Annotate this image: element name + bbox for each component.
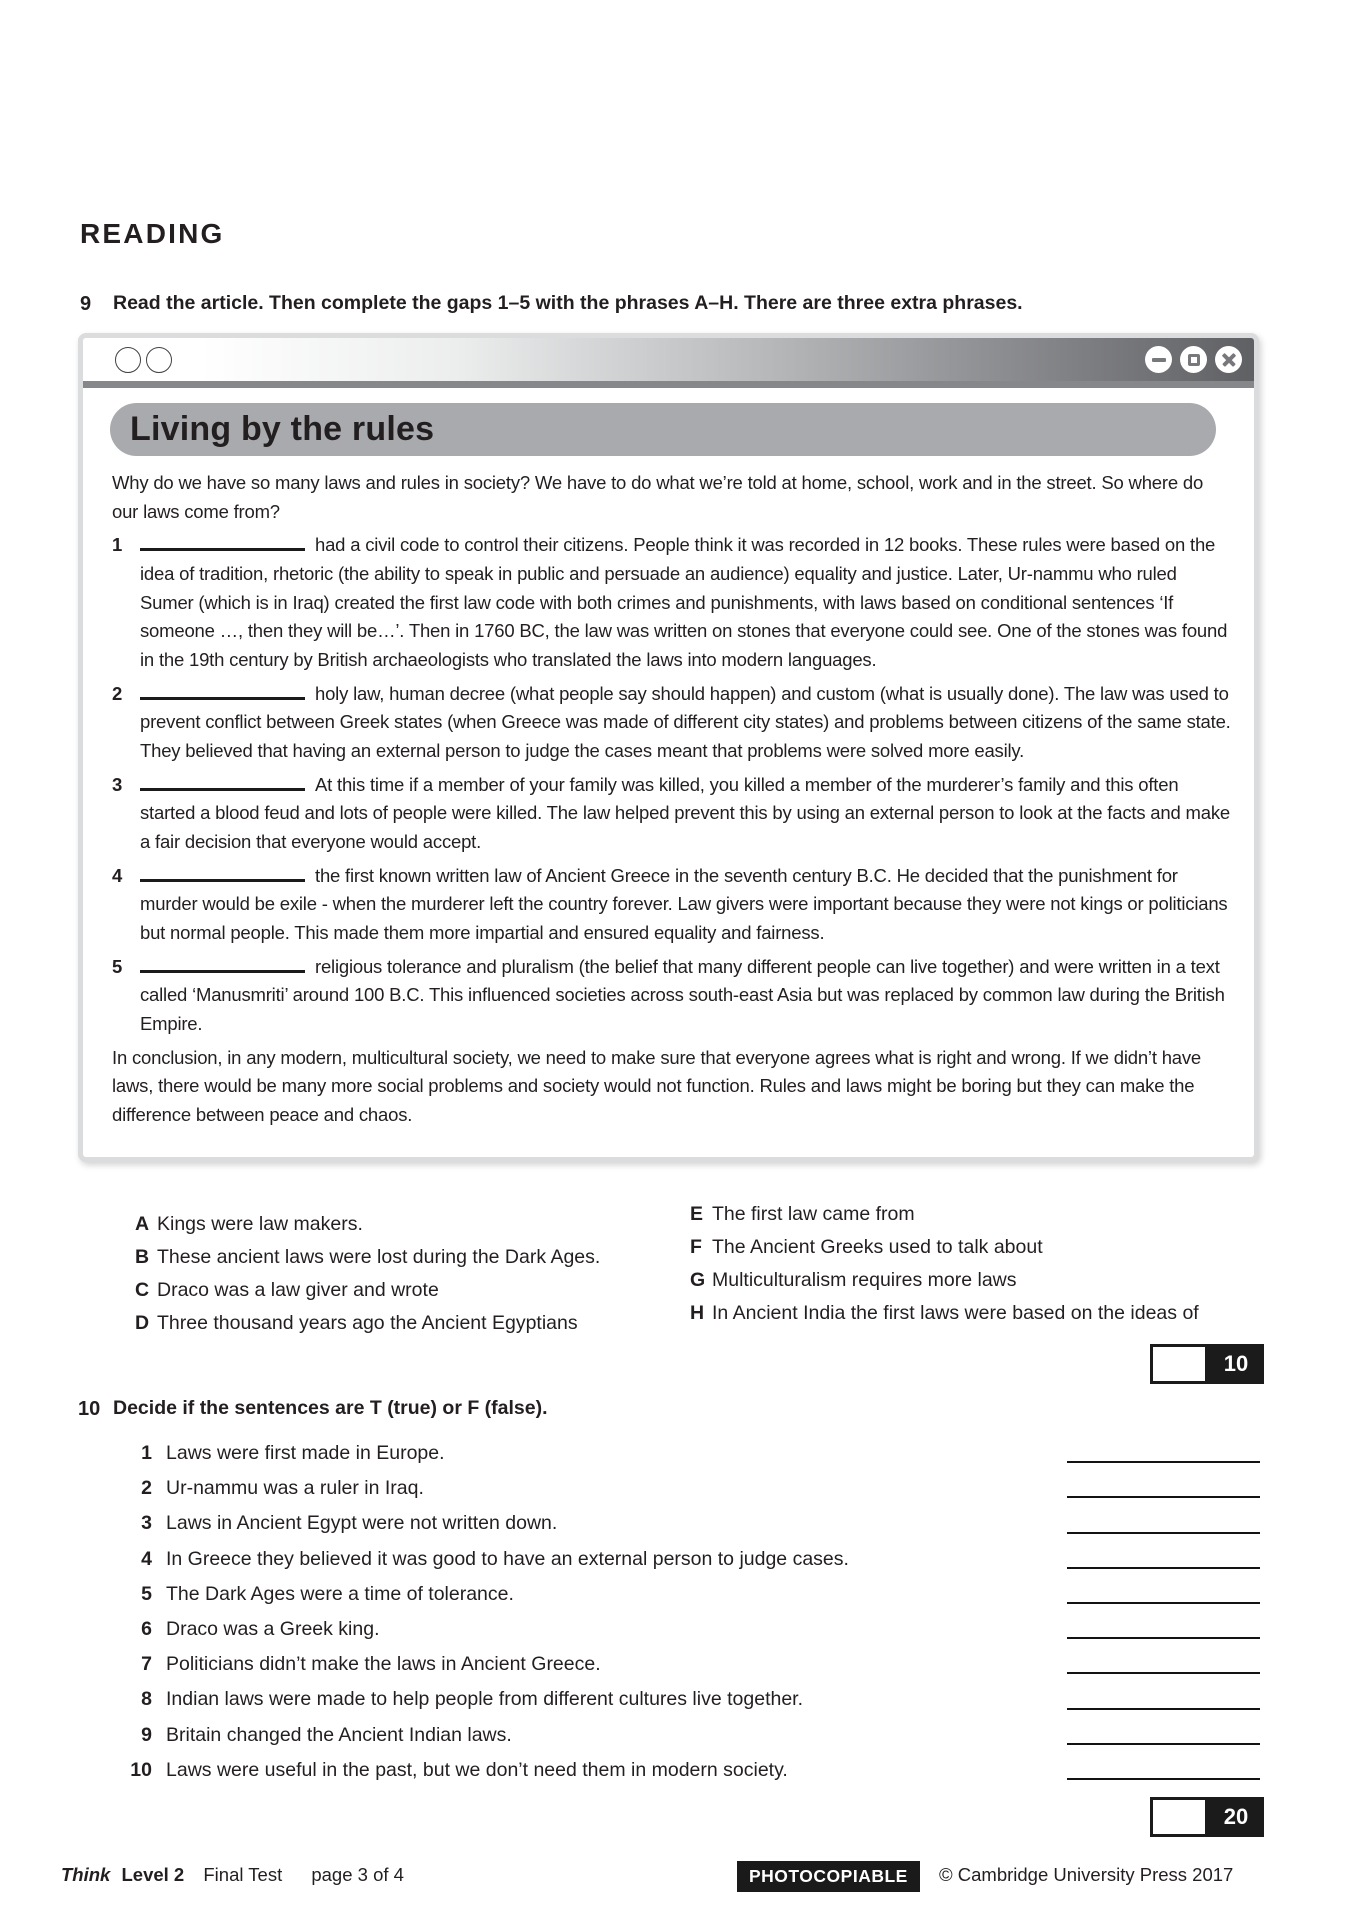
phrase-text: Three thousand years ago the Ancient Egyptians (157, 1312, 578, 1334)
phrase-letter: B (135, 1246, 150, 1268)
maximize-button[interactable] (1180, 346, 1207, 373)
item-number: 6 (141, 1618, 152, 1641)
true-false-item-6 (128, 1612, 1260, 1647)
true-false-item-7 (128, 1647, 1260, 1682)
phrase-column-left (135, 1213, 605, 1345)
exercise9-score-box (1150, 1344, 1264, 1384)
phrase-column-right (690, 1203, 1250, 1335)
true-false-item-1 (128, 1436, 1260, 1471)
gap-line-2[interactable] (140, 683, 305, 700)
item-text: Laws were useful in the past, but we don’t need them in modern society. (166, 1758, 788, 1781)
article-area (83, 388, 1254, 1130)
phrase-option-g (690, 1269, 1250, 1292)
true-false-item-3 (128, 1506, 1260, 1541)
footer-test-name: Final Test (203, 1864, 283, 1885)
paragraph-text: religious tolerance and pluralism (the belief that many different people can live together) and were written in a text called ‘Manusmriti’ around 100 B.C. This influenced societies across south-east Asia but was replaced by common law during the British Empire. (140, 955, 1225, 1035)
true-false-item-8 (128, 1682, 1260, 1717)
phrase-option-e (690, 1203, 1250, 1226)
phrase-options (100, 1203, 1260, 1353)
item-number: 1 (141, 1442, 152, 1465)
phrase-text: Kings were law makers. (157, 1213, 363, 1235)
footer-book-title: Think (61, 1864, 111, 1885)
window-controls (1145, 346, 1242, 373)
answer-line-1[interactable] (1067, 1461, 1260, 1463)
answer-line-4[interactable] (1067, 1567, 1260, 1569)
answer-line-6[interactable] (1067, 1637, 1260, 1639)
phrase-letter: G (690, 1269, 706, 1291)
exercise10-score-box (1150, 1797, 1264, 1837)
phrase-option-a (135, 1213, 605, 1236)
paragraph-number: 4 (112, 864, 123, 886)
true-false-item-4 (128, 1542, 1260, 1577)
answer-line-7[interactable] (1067, 1672, 1260, 1674)
article-conclusion: In conclusion, in any modern, multicultural society, we need to make sure that everyone agrees what is right and wrong. If we didn’t have laws, there would be many more social problems and society would not function. Rules and laws might be boring but they can make the difference between peace and chaos. (112, 1046, 1202, 1126)
phrase-letter: E (690, 1203, 704, 1225)
phrase-text: The first law came from (712, 1203, 915, 1225)
phrase-option-b (135, 1246, 605, 1269)
phrase-text: In Ancient India the first laws were based on the ideas of (712, 1302, 1199, 1324)
gap-line-1[interactable] (140, 534, 305, 551)
paragraph-number: 5 (112, 955, 123, 977)
exercise10-instruction: Decide if the sentences are T (true) or F (false). (113, 1397, 548, 1419)
answer-line-2[interactable] (1067, 1496, 1260, 1498)
article-paragraph-5 (112, 953, 1232, 1039)
gap-line-3[interactable] (140, 774, 305, 791)
footer-level: Level 2 (121, 1864, 185, 1885)
phrase-letter: A (135, 1213, 150, 1235)
phrase-text: Multiculturalism requires more laws (712, 1269, 1017, 1291)
item-number: 2 (141, 1477, 152, 1500)
phrase-text: Draco was a law giver and wrote (157, 1279, 439, 1301)
true-false-item-2 (128, 1471, 1260, 1506)
article-intro: Why do we have so many laws and rules in society? We have to do what we’re told at home, school, work and in the street. So where do our laws come from? (112, 472, 1204, 522)
item-number: 3 (141, 1512, 152, 1535)
item-text: Britain changed the Ancient Indian laws. (166, 1723, 512, 1746)
answer-line-3[interactable] (1067, 1532, 1260, 1534)
phrase-letter: H (690, 1302, 705, 1324)
exercise9-header (80, 291, 1270, 317)
minimize-icon (1152, 358, 1166, 362)
score-entry-box[interactable] (1150, 1344, 1208, 1384)
browser-window (78, 333, 1259, 1162)
gap-line-4[interactable] (140, 865, 305, 882)
phrase-text: The Ancient Greeks used to talk about (712, 1236, 1043, 1258)
nav-circle-icon (146, 347, 172, 373)
answer-line-8[interactable] (1067, 1708, 1260, 1710)
section-title: READING (80, 218, 225, 249)
article-title-bar (110, 403, 1216, 456)
item-number: 7 (141, 1653, 152, 1676)
item-number: 5 (141, 1582, 152, 1605)
item-text: Ur-nammu was a ruler in Iraq. (166, 1477, 424, 1500)
photocopiable-badge: PHOTOCOPIABLE (737, 1861, 920, 1892)
phrase-option-d (135, 1312, 605, 1335)
titlebar-divider (83, 381, 1254, 388)
item-text: Politicians didn’t make the laws in Ancient Greece. (166, 1653, 601, 1676)
true-false-item-10 (128, 1753, 1260, 1788)
item-number: 8 (141, 1688, 152, 1711)
phrase-letter: F (690, 1236, 702, 1258)
score-entry-box[interactable] (1150, 1797, 1208, 1837)
minimize-button[interactable] (1145, 346, 1172, 373)
exercise9-number: 9 (80, 293, 92, 315)
close-icon (1221, 352, 1237, 368)
exercise10-header (78, 1396, 1268, 1422)
maximize-icon (1188, 354, 1200, 366)
item-text: Laws in Ancient Egypt were not written down. (166, 1512, 558, 1535)
true-false-list (128, 1436, 1260, 1788)
item-number: 4 (141, 1547, 152, 1570)
article-paragraph-1 (112, 531, 1232, 674)
true-false-item-5 (128, 1577, 1260, 1612)
gap-line-5[interactable] (140, 956, 305, 973)
score-total: 10 (1208, 1344, 1264, 1384)
phrase-letter: C (135, 1279, 150, 1301)
answer-line-9[interactable] (1067, 1743, 1260, 1745)
item-text: Indian laws were made to help people from different cultures live together. (166, 1688, 804, 1711)
paragraph-text: holy law, human decree (what people say should happen) and custom (what is usually done). The law was used to prevent conflict between Greek states (when Greece was made of different city states) and problems between citizens of the same state. They believed that having an external person to judge the cases meant that problems were solved more easily. (140, 682, 1231, 762)
article-body (112, 469, 1232, 1130)
paragraph-number: 1 (112, 534, 123, 556)
footer-page-number: page 3 of 4 (311, 1864, 404, 1885)
exercise10-number: 10 (78, 1398, 101, 1420)
answer-line-10[interactable] (1067, 1778, 1260, 1780)
phrase-option-f (690, 1236, 1250, 1259)
item-number: 10 (130, 1758, 152, 1781)
phrase-text: These ancient laws were lost during the Dark Ages. (157, 1246, 601, 1268)
item-text: Laws were first made in Europe. (166, 1442, 445, 1465)
phrase-option-c (135, 1279, 605, 1302)
phrase-letter: D (135, 1312, 150, 1334)
footer-info (61, 1864, 404, 1886)
paragraph-text: At this time if a member of your family was killed, you killed a member of the murderer’s family and this often started a blood feud and lots of people were killed. The law helped prevent this by using an external person to look at the facts and make a fair decision that everyone would accept. (140, 773, 1230, 853)
article-paragraph-2 (112, 680, 1232, 766)
paragraph-text: had a civil code to control their citizens. People think it was recorded in 12 books. These rules were based on the idea of tradition, rhetoric (the ability to speak in public and persuade an audience) equality and justice. Later, Ur-nammu who ruled Sumer (which is in Iraq) created the first law code with both crimes and punishments, with laws based on conditional sentences ‘If someone …, then they will be…’. Then in 1760 BC, the law was written on stones that everyone could see. One of the stones was found in the 19th century by British archaeologists who translated the laws into modern languages. (140, 534, 1228, 671)
close-button[interactable] (1215, 346, 1242, 373)
item-text: The Dark Ages were a time of tolerance. (166, 1582, 514, 1605)
paragraph-number: 2 (112, 682, 123, 704)
exercise9-instruction: Read the article. Then complete the gaps 1–5 with the phrases A–H. There are three extra phrases. (113, 292, 1023, 314)
item-text: Draco was a Greek king. (166, 1618, 380, 1641)
article-paragraph-3 (112, 771, 1232, 857)
score-total: 20 (1208, 1797, 1264, 1837)
article-paragraph-4 (112, 862, 1232, 948)
nav-circle-icon (115, 347, 141, 373)
paragraph-number: 3 (112, 773, 123, 795)
footer-copyright: © Cambridge University Press 2017 (939, 1864, 1234, 1885)
phrase-option-h (690, 1302, 1250, 1325)
article-title: Living by the rules (130, 410, 435, 448)
answer-line-5[interactable] (1067, 1602, 1260, 1604)
item-number: 9 (141, 1723, 152, 1746)
true-false-item-9 (128, 1718, 1260, 1753)
item-text: In Greece they believed it was good to have an external person to judge cases. (166, 1547, 849, 1570)
window-titlebar (83, 338, 1254, 381)
paragraph-text: the first known written law of Ancient Greece in the seventh century B.C. He decided that the punishment for murder would be exile - when the murderer left the country forever. Law givers were important because they were not kings or politicians but normal people. This made them more impartial and ensured equality and fairness. (140, 864, 1228, 944)
